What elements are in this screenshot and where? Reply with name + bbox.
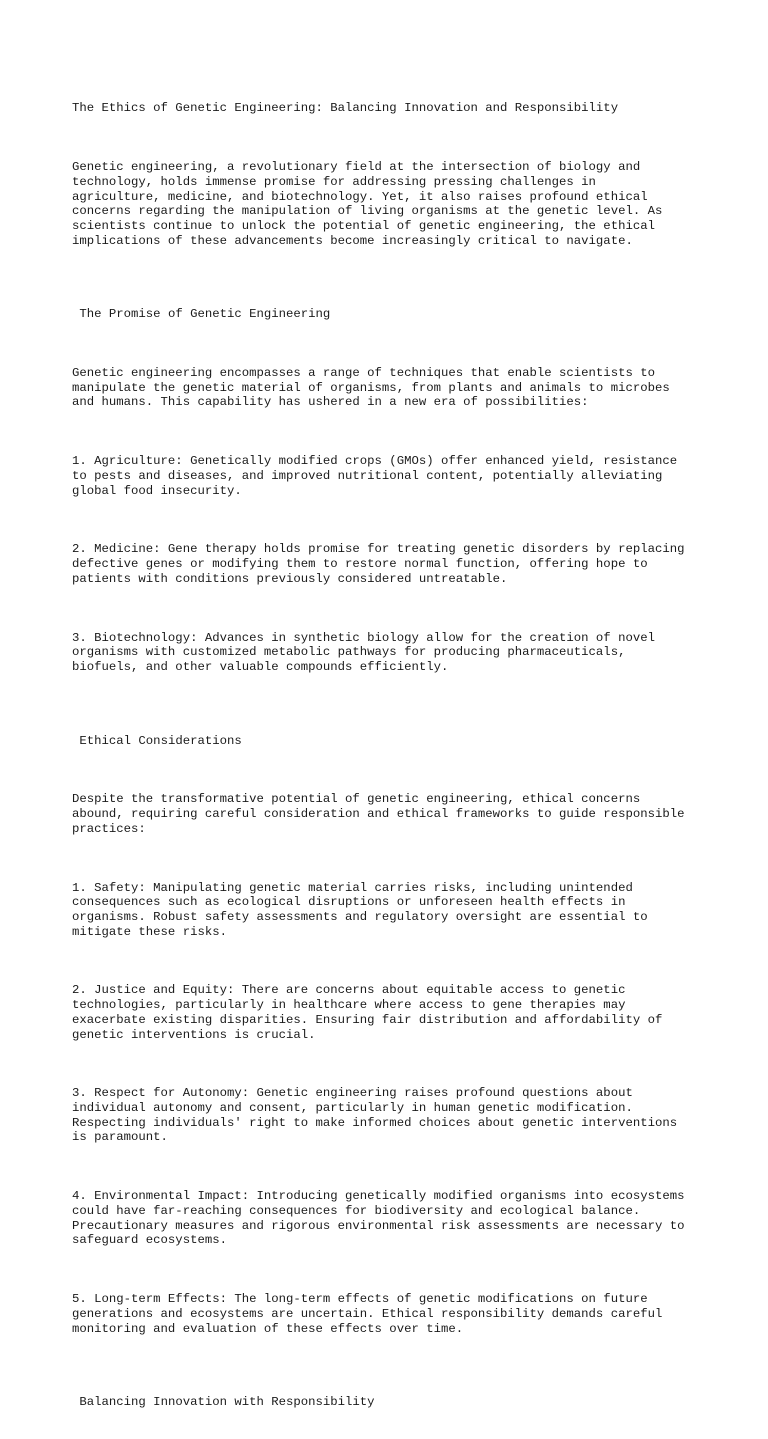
list-item-safety: 1. Safety: Manipulating genetic material carries risks, including unintended consequences such as ecological disruptions or unforeseen health effects in organisms. Robust safety assessments and regulatory oversight are essential to mitigate these risks. — [72, 880, 648, 939]
section-heading-ethical: Ethical Considerations — [72, 733, 242, 748]
document-page — [72, 72, 712, 1439]
section-heading-promise: The Promise of Genetic Engineering — [72, 307, 331, 322]
section-intro-ethical: Despite the transformative potential of genetic engineering, ethical concerns abound, requiring careful consideration and ethical frameworks to guide responsible practices: — [72, 792, 685, 836]
list-item-autonomy: 3. Respect for Autonomy: Genetic engineering raises profound questions about individual autonomy and consent, particularly in human genetic modification. Respecting individuals' right to make informed choices about genetic interventions is paramount. — [72, 1086, 678, 1145]
list-item-biotechnology: 3. Biotechnology: Advances in synthetic biology allow for the creation of novel organisms with customized metabolic pathways for producing pharmaceuticals, biofuels, and other valuable compounds efficiently. — [72, 630, 655, 675]
list-item-long-term: 5. Long-term Effects: The long-term effects of genetic modifications on future generations and ecosystems are uncertain. Ethical responsibility demands careful monitoring and evaluation of these effects over time. — [72, 1292, 663, 1336]
list-item-agriculture: 1. Agriculture: Genetically modified crops (GMOs) offer enhanced yield, resistance to pests and diseases, and improved nutritional content, potentially alleviating global food insecurity. — [72, 454, 678, 498]
list-item-medicine: 2. Medicine: Gene therapy holds promise for treating genetic disorders by replacing defective genes or modifying them to restore normal function, offering hope to patients with conditions previously considered untreatable. — [72, 542, 685, 586]
list-item-justice: 2. Justice and Equity: There are concerns about equitable access to genetic technologies, particularly in healthcare where access to gene therapies may exacerbate existing disparities. Ensuring fair distribution and affordability of genetic interventions is crucial. — [72, 983, 663, 1042]
list-item-environment: 4. Environmental Impact: Introducing genetically modified organisms into ecosystems could have far-reaching consequences for biodiversity and ecological balance. Precautionary measures and rigorous environmental risk assessments are necessary to safeguard ecosystems. — [72, 1189, 685, 1248]
document-title: The Ethics of Genetic Engineering: Balancing Innovation and Responsibility — [72, 101, 619, 116]
intro-paragraph: Genetic engineering, a revolutionary field at the intersection of biology and technology, holds immense promise for addressing pressing challenges in agriculture, medicine, and biotechnology. Yet, it also raises profound ethical concerns regarding the manipulation of living organisms at the genetic level. As scientists continue to unlock the potential of genetic engineering, the ethical implications of these advancements become increasingly critical to navigate. — [72, 160, 663, 248]
section-intro-promise: Genetic engineering encompasses a range of techniques that enable scientists to manipulate the genetic material of organisms, from plants and animals to microbes and humans. This capability has ushered in a new era of possibilities: — [72, 366, 670, 410]
section-heading-balancing: Balancing Innovation with Responsibility — [72, 1395, 375, 1410]
